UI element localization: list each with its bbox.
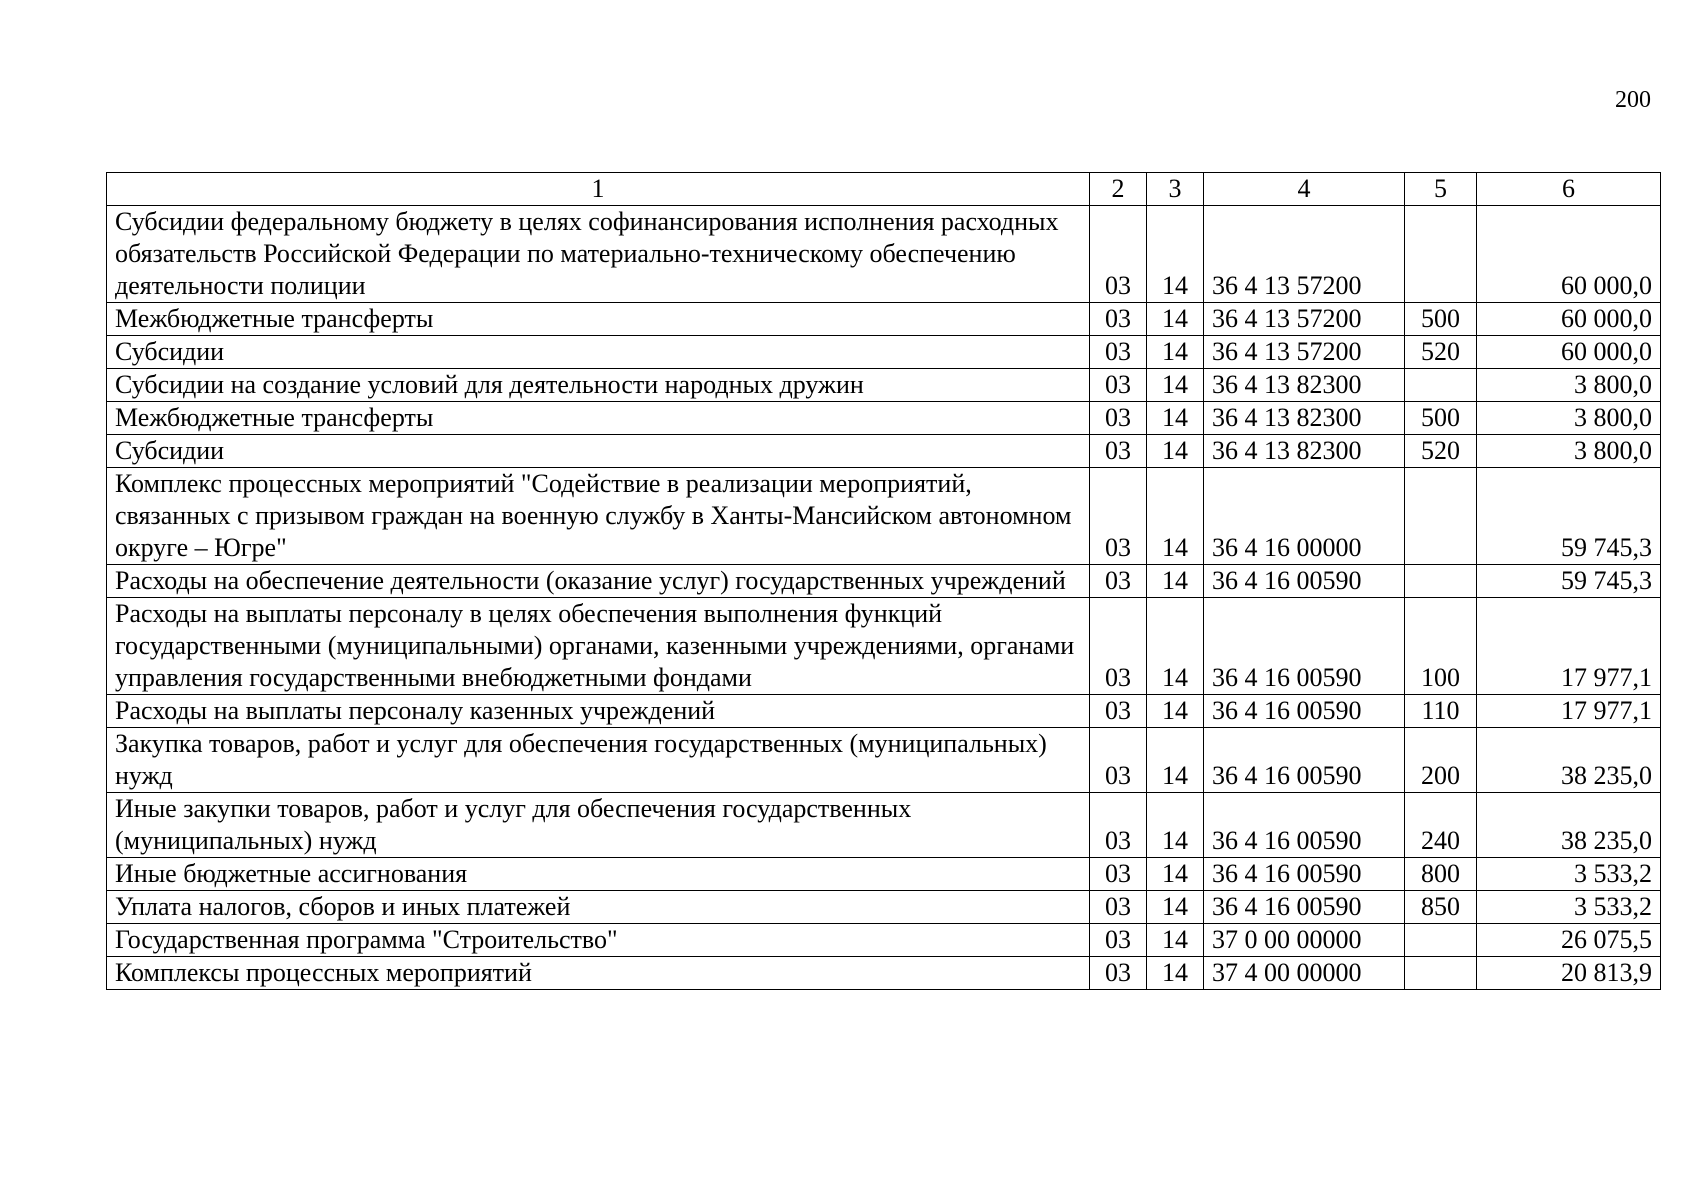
row-expense-type-code <box>1405 206 1477 303</box>
row-section-code: 03 <box>1090 435 1147 468</box>
row-expense-type-code: 520 <box>1405 336 1477 369</box>
row-expense-type-code: 100 <box>1405 598 1477 695</box>
row-name: Межбюджетные трансферты <box>107 402 1090 435</box>
row-target-code: 36 4 13 82300 <box>1204 402 1405 435</box>
row-amount: 3 800,0 <box>1477 369 1661 402</box>
row-subsection-code: 14 <box>1147 695 1204 728</box>
budget-table-body <box>107 173 1661 990</box>
row-name: Комплексы процессных мероприятий <box>107 957 1090 990</box>
budget-table <box>106 172 1661 990</box>
column-header: 2 <box>1090 173 1147 206</box>
row-subsection-code: 14 <box>1147 858 1204 891</box>
row-amount: 3 533,2 <box>1477 858 1661 891</box>
row-section-code: 03 <box>1090 598 1147 695</box>
row-expense-type-code: 110 <box>1405 695 1477 728</box>
row-subsection-code: 14 <box>1147 891 1204 924</box>
row-target-code: 36 4 16 00590 <box>1204 891 1405 924</box>
row-subsection-code: 14 <box>1147 402 1204 435</box>
row-subsection-code: 14 <box>1147 303 1204 336</box>
row-amount: 17 977,1 <box>1477 695 1661 728</box>
row-name: Межбюджетные трансферты <box>107 303 1090 336</box>
row-name: Субсидии на создание условий для деятельности народных дружин <box>107 369 1090 402</box>
row-name: Закупка товаров, работ и услуг для обеспечения государственных (муниципальных) нужд <box>107 728 1090 793</box>
row-target-code: 37 4 00 00000 <box>1204 957 1405 990</box>
row-subsection-code: 14 <box>1147 565 1204 598</box>
row-name: Расходы на выплаты персоналу в целях обеспечения выполнения функций государственными (муниципальными) органами, казенными учреждениями, органами управления государственными внебюджетными фондами <box>107 598 1090 695</box>
row-section-code: 03 <box>1090 402 1147 435</box>
row-target-code: 37 0 00 00000 <box>1204 924 1405 957</box>
row-expense-type-code: 200 <box>1405 728 1477 793</box>
table-row <box>107 695 1661 728</box>
row-expense-type-code <box>1405 468 1477 565</box>
row-subsection-code: 14 <box>1147 728 1204 793</box>
row-section-code: 03 <box>1090 303 1147 336</box>
row-expense-type-code <box>1405 369 1477 402</box>
row-target-code: 36 4 13 57200 <box>1204 206 1405 303</box>
row-amount: 20 813,9 <box>1477 957 1661 990</box>
table-row <box>107 957 1661 990</box>
row-section-code: 03 <box>1090 565 1147 598</box>
row-expense-type-code <box>1405 957 1477 990</box>
row-name: Уплата налогов, сборов и иных платежей <box>107 891 1090 924</box>
row-section-code: 03 <box>1090 728 1147 793</box>
table-row <box>107 728 1661 793</box>
row-section-code: 03 <box>1090 468 1147 565</box>
row-section-code: 03 <box>1090 891 1147 924</box>
row-amount: 3 800,0 <box>1477 435 1661 468</box>
row-section-code: 03 <box>1090 695 1147 728</box>
row-section-code: 03 <box>1090 206 1147 303</box>
column-header: 1 <box>107 173 1090 206</box>
table-header-row <box>107 173 1661 206</box>
page-number: 200 <box>1615 87 1651 113</box>
row-name: Государственная программа "Строительство" <box>107 924 1090 957</box>
row-subsection-code: 14 <box>1147 468 1204 565</box>
row-subsection-code: 14 <box>1147 598 1204 695</box>
row-expense-type-code: 520 <box>1405 435 1477 468</box>
row-subsection-code: 14 <box>1147 793 1204 858</box>
row-target-code: 36 4 13 82300 <box>1204 435 1405 468</box>
row-expense-type-code <box>1405 565 1477 598</box>
row-expense-type-code: 850 <box>1405 891 1477 924</box>
row-target-code: 36 4 16 00590 <box>1204 695 1405 728</box>
row-section-code: 03 <box>1090 957 1147 990</box>
row-amount: 17 977,1 <box>1477 598 1661 695</box>
row-name: Расходы на выплаты персоналу казенных учреждений <box>107 695 1090 728</box>
row-target-code: 36 4 16 00590 <box>1204 598 1405 695</box>
row-expense-type-code: 800 <box>1405 858 1477 891</box>
table-row <box>107 565 1661 598</box>
row-subsection-code: 14 <box>1147 336 1204 369</box>
row-subsection-code: 14 <box>1147 435 1204 468</box>
row-amount: 60 000,0 <box>1477 303 1661 336</box>
table-row <box>107 468 1661 565</box>
row-name: Расходы на обеспечение деятельности (оказание услуг) государственных учреждений <box>107 565 1090 598</box>
row-amount: 38 235,0 <box>1477 728 1661 793</box>
row-name: Комплекс процессных мероприятий "Содействие в реализации мероприятий, связанных с призывом граждан на военную службу в Ханты-Мансийском автономном округе – Югре" <box>107 468 1090 565</box>
row-expense-type-code: 500 <box>1405 402 1477 435</box>
table-row <box>107 435 1661 468</box>
row-name: Иные бюджетные ассигнования <box>107 858 1090 891</box>
row-amount: 59 745,3 <box>1477 468 1661 565</box>
row-expense-type-code <box>1405 924 1477 957</box>
row-section-code: 03 <box>1090 369 1147 402</box>
column-header: 3 <box>1147 173 1204 206</box>
row-amount: 3 533,2 <box>1477 891 1661 924</box>
row-amount: 59 745,3 <box>1477 565 1661 598</box>
column-header: 6 <box>1477 173 1661 206</box>
row-expense-type-code: 500 <box>1405 303 1477 336</box>
row-section-code: 03 <box>1090 858 1147 891</box>
row-section-code: 03 <box>1090 336 1147 369</box>
row-target-code: 36 4 13 57200 <box>1204 336 1405 369</box>
row-amount: 60 000,0 <box>1477 206 1661 303</box>
row-target-code: 36 4 16 00590 <box>1204 858 1405 891</box>
table-row <box>107 858 1661 891</box>
row-target-code: 36 4 13 57200 <box>1204 303 1405 336</box>
row-subsection-code: 14 <box>1147 957 1204 990</box>
row-section-code: 03 <box>1090 924 1147 957</box>
table-row <box>107 369 1661 402</box>
column-header: 4 <box>1204 173 1405 206</box>
row-name: Субсидии федеральному бюджету в целях софинансирования исполнения расходных обязательств Российской Федерации по материально-техническому обеспечению деятельности полиции <box>107 206 1090 303</box>
table-row <box>107 336 1661 369</box>
row-name: Иные закупки товаров, работ и услуг для обеспечения государственных (муниципальных) нужд <box>107 793 1090 858</box>
table-row <box>107 598 1661 695</box>
row-amount: 60 000,0 <box>1477 336 1661 369</box>
row-expense-type-code: 240 <box>1405 793 1477 858</box>
table-row <box>107 891 1661 924</box>
table-row <box>107 924 1661 957</box>
row-subsection-code: 14 <box>1147 206 1204 303</box>
table-row <box>107 402 1661 435</box>
row-name: Субсидии <box>107 435 1090 468</box>
row-subsection-code: 14 <box>1147 369 1204 402</box>
row-amount: 38 235,0 <box>1477 793 1661 858</box>
row-amount: 3 800,0 <box>1477 402 1661 435</box>
row-subsection-code: 14 <box>1147 924 1204 957</box>
row-target-code: 36 4 16 00590 <box>1204 793 1405 858</box>
table-row <box>107 793 1661 858</box>
row-amount: 26 075,5 <box>1477 924 1661 957</box>
row-target-code: 36 4 13 82300 <box>1204 369 1405 402</box>
row-target-code: 36 4 16 00590 <box>1204 728 1405 793</box>
row-section-code: 03 <box>1090 793 1147 858</box>
column-header: 5 <box>1405 173 1477 206</box>
row-name: Субсидии <box>107 336 1090 369</box>
table-row <box>107 206 1661 303</box>
table-row <box>107 303 1661 336</box>
row-target-code: 36 4 16 00590 <box>1204 565 1405 598</box>
row-target-code: 36 4 16 00000 <box>1204 468 1405 565</box>
